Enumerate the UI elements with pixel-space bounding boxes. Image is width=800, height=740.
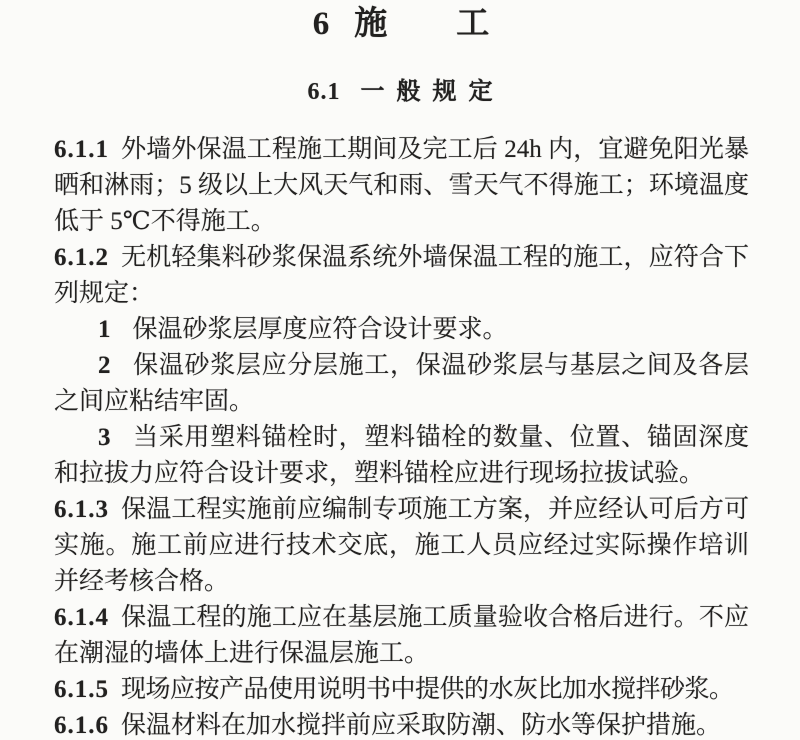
section-number: 6.1 — [307, 79, 341, 105]
section-title-text: 一 般 规 定 — [360, 79, 496, 105]
clause-text: 保温材料在加水搅拌前应采取防潮、防水等保护措施。 — [121, 712, 722, 739]
clause-6-1-2-item-1 — [54, 312, 749, 348]
clause-text: 无机轻集料砂浆保温系统外墙保温工程的施工，应符合下列规定： — [54, 244, 749, 307]
clause-number: 6.1.2 — [54, 244, 109, 271]
chapter-number: 6 — [312, 6, 331, 42]
chapter-title — [54, 6, 749, 42]
clause-text: 保温工程的施工应在基层施工质量验收合格后进行。不应在潮湿的墙体上进行保温层施工。 — [54, 604, 749, 667]
item-text: 保温砂浆层厚度应符合设计要求。 — [132, 316, 508, 343]
clause-6-1-2-item-2 — [54, 348, 749, 420]
clause-6-1-2-item-3 — [54, 420, 749, 492]
section-title — [54, 78, 749, 106]
clause-list — [54, 132, 749, 740]
clause-number: 6.1.6 — [54, 712, 109, 739]
clause-6-1-5 — [54, 672, 749, 708]
item-number: 2 — [98, 352, 111, 379]
item-number: 1 — [98, 316, 111, 343]
clause-6-1-6 — [54, 708, 749, 740]
item-number: 3 — [98, 424, 111, 451]
clause-number: 6.1.5 — [54, 676, 109, 703]
clause-6-1-1 — [54, 132, 749, 240]
clause-text: 现场应按产品使用说明书中提供的水灰比加水搅拌砂浆。 — [121, 676, 734, 703]
item-text: 保温砂浆层应分层施工，保温砂浆层与基层之间及各层之间应粘结牢固。 — [54, 352, 749, 415]
clause-number: 6.1.4 — [54, 604, 109, 631]
clause-number: 6.1.3 — [54, 496, 109, 523]
item-text: 当采用塑料锚栓时，塑料锚栓的数量、位置、锚固深度和拉拔力应符合设计要求，塑料锚栓应进行现场拉拔试验。 — [54, 424, 749, 487]
clause-6-1-2 — [54, 240, 749, 312]
clause-text: 外墙外保温工程施工期间及完工后 24h 内，宜避免阳光暴晒和淋雨；5 级以上大风天气和雨、雪天气不得施工；环境温度低于 5℃不得施工。 — [54, 136, 749, 235]
clause-6-1-4 — [54, 600, 749, 672]
clause-text: 保温工程实施前应编制专项施工方案，并应经认可后方可实施。施工前应进行技术交底，施工人员应经过实际操作培训并经考核合格。 — [54, 496, 749, 595]
clause-number: 6.1.1 — [54, 136, 109, 163]
clause-6-1-3 — [54, 492, 749, 600]
chapter-title-text: 施 工 — [354, 6, 491, 42]
